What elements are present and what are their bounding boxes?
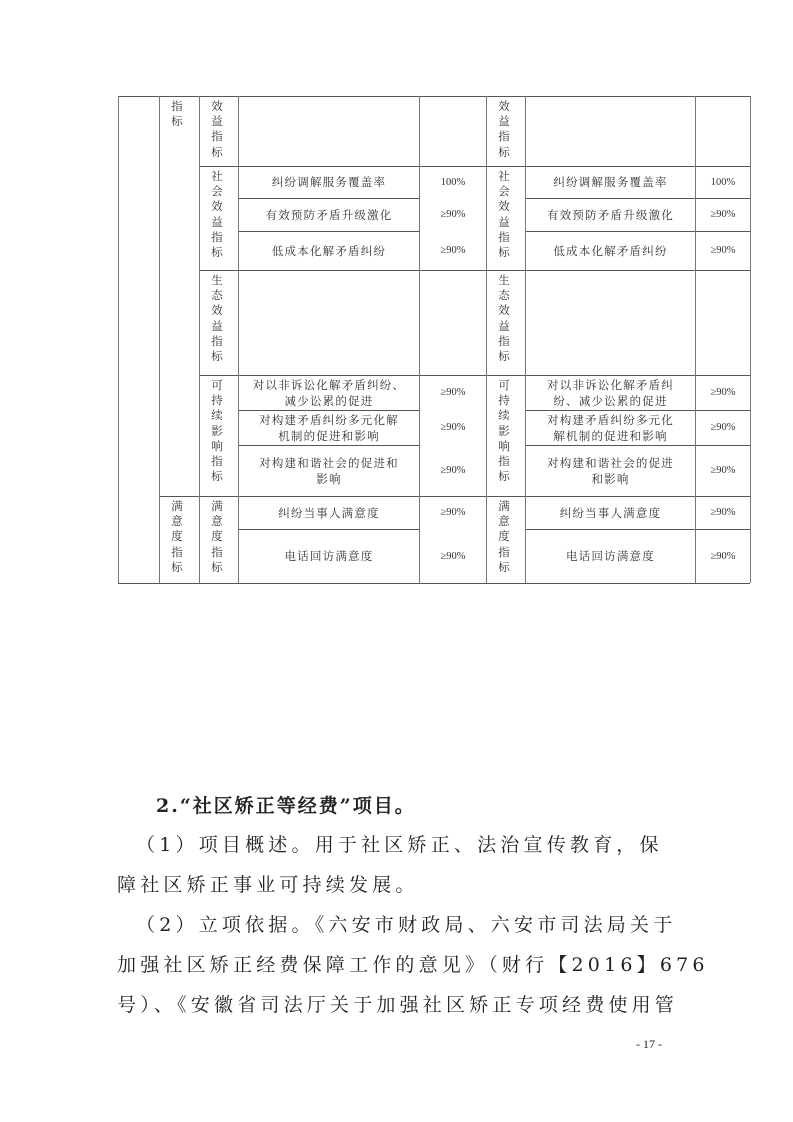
row-divider: [199, 270, 750, 271]
indicator-cell: 低成本化解矛盾纠纷: [271, 243, 387, 258]
level1-label: 指 标: [171, 99, 183, 129]
indicator-value: ≥90%: [440, 422, 466, 433]
sustainable-impact-label: 可 持 续 影 响 指 标: [498, 378, 510, 484]
indicator-line: 对构建矛盾纠纷多元化: [547, 412, 674, 427]
indicator-value: ≥90%: [440, 387, 466, 398]
indicator-line: 减少讼累的促进: [284, 393, 374, 408]
table-bottom-border: [118, 583, 750, 584]
col-divider: [750, 96, 751, 583]
indicator-cell: 有效预防矛盾升级激化: [547, 207, 674, 222]
indicator-line: 纷、减少讼累的促进: [553, 393, 668, 408]
indicator-cell: [239, 445, 419, 496]
indicator-value: ≥90%: [440, 550, 466, 562]
indicator-value: 100%: [440, 176, 466, 188]
satisfaction-label: 满 意 度 指 标: [498, 499, 510, 574]
indicator-value: ≥90%: [710, 465, 736, 476]
indicator-value: ≥90%: [710, 387, 736, 398]
indicator-value: ≥90%: [710, 550, 736, 562]
indicator-line: 机制的促进和影响: [278, 428, 380, 443]
col-divider: [199, 96, 200, 583]
sustainable-impact-label: 可 持 续 影 响 指 标: [211, 378, 223, 484]
ecological-benefit-label: 生 态 效 益 指 标: [498, 273, 510, 364]
paragraph-line: （1）项目概述。用于社区矫正、法治宣传教育，保: [136, 834, 663, 856]
indicator-cell: 纠纷当事人满意度: [278, 505, 380, 520]
paragraph-line: 加强社区矫正经费保障工作的意见》（财行【2016】676: [117, 954, 709, 976]
col-divider: [486, 96, 487, 583]
col-divider: [118, 96, 119, 583]
indicator-cell: 纠纷调解服务覆盖率: [271, 175, 387, 189]
indicator-line: 对以非诉讼化解矛盾纠: [547, 377, 674, 392]
indicator-line: 对构建和谐社会的促进和: [259, 455, 399, 470]
indicator-cell: [526, 410, 695, 445]
indicator-cell: 电话回访满意度: [566, 549, 655, 563]
social-benefit-label: 社 会 效 益 指 标: [211, 169, 223, 260]
indicator-cell: 有效预防矛盾升级激化: [265, 207, 393, 222]
level1-satisfaction-label: 满 意 度 指 标: [171, 499, 183, 574]
indicator-value: 100%: [710, 176, 736, 188]
social-benefit-label: 社 会 效 益 指 标: [498, 169, 510, 260]
indicator-value: ≥90%: [710, 422, 736, 433]
paragraph-line: 障社区矫正事业可持续发展。: [117, 874, 419, 896]
indicator-cell: 电话回访满意度: [284, 549, 374, 563]
indicator-value: ≥90%: [440, 507, 466, 518]
satisfaction-label: 满 意 度 指 标: [211, 499, 223, 574]
indicator-value: ≥90%: [710, 245, 736, 256]
col-divider: [159, 96, 160, 583]
indicator-value: ≥90%: [440, 245, 466, 256]
table-top-border: [118, 96, 750, 97]
indicator-cell: 纠纷当事人满意度: [559, 505, 662, 520]
indicator-value: ≥90%: [710, 507, 736, 518]
indicator-line: 对构建和谐社会的促进: [547, 455, 674, 470]
indicator-cell: [239, 410, 419, 445]
indicator-line: 和影响: [591, 471, 630, 486]
indicator-cell: [526, 445, 695, 496]
paragraph-line: 号）、《安徽省司法厅关于加强社区矫正专项经费使用管: [117, 994, 679, 1016]
indicator-cell: [526, 375, 695, 410]
indicator-value: ≥90%: [710, 209, 736, 220]
indicator-cell: 纠纷调解服务覆盖率: [553, 175, 668, 189]
indicator-line: 对以非诉讼化解矛盾纠纷、: [252, 377, 406, 392]
indicator-value: ≥90%: [440, 209, 466, 220]
indicator-line: 解机制的促进和影响: [553, 428, 668, 443]
section-heading: 2.“社区矫正等经费”项目。: [156, 795, 416, 817]
economic-benefit-label: 效 益 指 标: [211, 99, 223, 159]
indicator-cell: 低成本化解矛盾纠纷: [553, 243, 668, 258]
indicator-cell: [239, 375, 419, 410]
ecological-benefit-label: 生 态 效 益 指 标: [211, 273, 223, 364]
indicator-line: 对构建矛盾纠纷多元化解: [259, 412, 399, 427]
indicator-value: ≥90%: [440, 465, 466, 476]
paragraph-line: （2）立项依据。《六安市财政局、六安市司法局关于: [136, 914, 677, 936]
page-number: - 17 -: [636, 1037, 662, 1051]
indicator-line: 影响: [316, 471, 342, 486]
economic-benefit-label: 效 益 指 标: [498, 99, 510, 159]
